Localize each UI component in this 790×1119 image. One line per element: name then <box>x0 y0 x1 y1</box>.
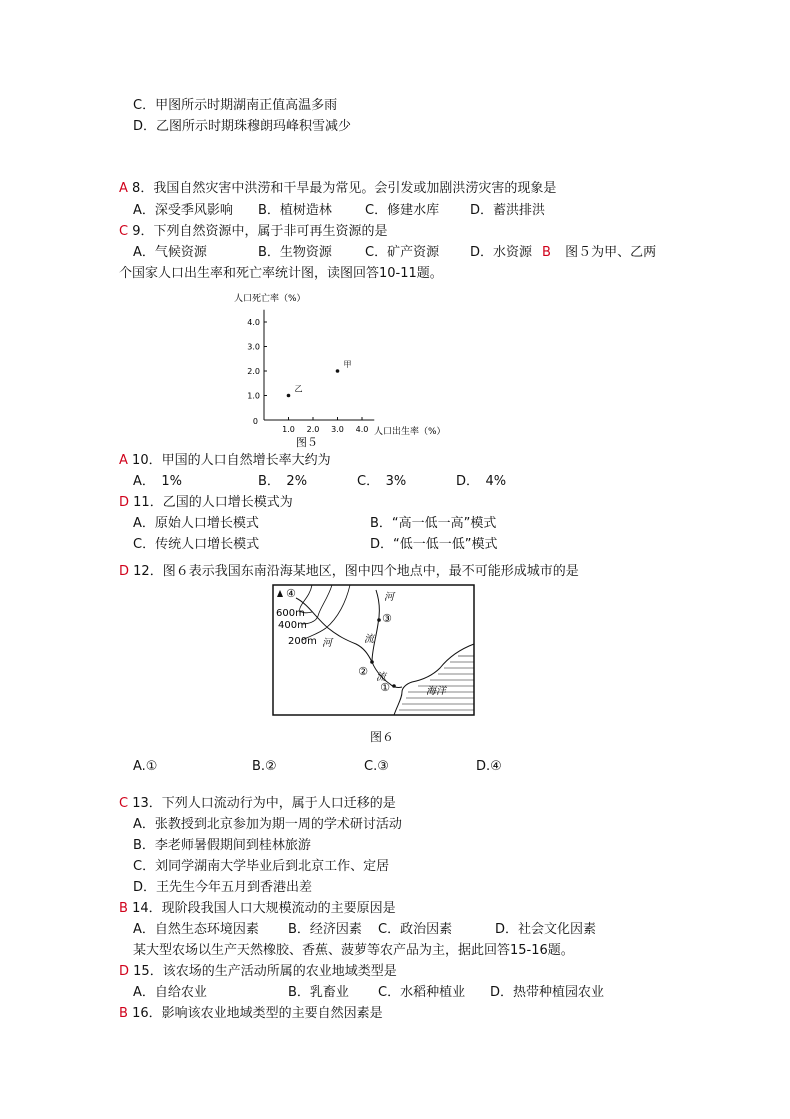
q16-stem: 16．影响该农业地域类型的主要自然因素是 <box>132 1006 383 1021</box>
q12-option-c: C.③ <box>364 759 389 774</box>
q15-stem: 15．该农场的生产活动所属的农业地域类型是 <box>133 964 397 979</box>
q12-answer: D <box>119 564 130 579</box>
q9-option-c: C．矿产资源 <box>365 245 440 260</box>
q12-stem-line <box>119 563 579 581</box>
q8-stem-line <box>119 180 556 198</box>
q13-option-b: B．李老师暑假期间到桂林旅游 <box>133 838 311 853</box>
point-4-label: ④ <box>286 587 296 600</box>
intro10-text1: 图５为甲、乙两 <box>565 245 657 260</box>
q9-stem: 9．下列自然资源中，属于非可再生资源的是 <box>132 224 388 239</box>
q12-option-d: D.④ <box>476 759 502 774</box>
q8-option-c: C．修建水库 <box>365 203 440 218</box>
river-label-4: 流 <box>376 672 386 683</box>
y-tick-label: 2.0 <box>247 367 260 376</box>
q15-answer: D <box>119 964 130 979</box>
q13-stem-line <box>119 795 396 813</box>
q9-option-b: B．生物资源 <box>258 245 332 260</box>
q8-answer: A <box>119 181 128 196</box>
figure5-caption: 图５ <box>295 436 318 449</box>
q15-option-a: A．自给农业 <box>133 985 207 1000</box>
q9-stem-line <box>119 223 388 241</box>
figure5-chart <box>230 290 470 450</box>
q11-option-a: A．原始人口增长模式 <box>133 516 259 531</box>
x-tick-label: 1.0 <box>282 425 295 434</box>
origin-label: 0 <box>252 417 258 426</box>
q10-stem: 10．甲国的人口自然增长率大约为 <box>132 453 331 468</box>
q14-option-b: B．经济因素 <box>288 922 362 937</box>
q13-option-d: D．王先生今年五月到香港出差 <box>133 880 313 895</box>
y-tick-label: 4.0 <box>247 318 260 327</box>
q13-option-c: C．刘同学湖南大学毕业后到北京工作、定居 <box>133 859 390 874</box>
q13-stem: 13．下列人口流动行为中，属于人口迁移的是 <box>132 796 396 811</box>
x-tick-label: 2.0 <box>306 425 320 434</box>
q12-stem: 12．图６表示我国东南沿海某地区，图中四个地点中，最不可能形成城市的是 <box>133 564 579 579</box>
q9-option-d: D．水资源 <box>470 245 533 260</box>
river-label-3: 河 <box>322 638 332 649</box>
q14-option-a: A．自然生态环境因素 <box>133 922 259 937</box>
q13-answer: C <box>119 796 129 811</box>
q15-option-d: D．热带种植园农业 <box>490 985 605 1000</box>
q15-option-c: C．水稻种植业 <box>378 985 466 1000</box>
point-3-dot <box>377 618 381 622</box>
q10-option-d: D． 4% <box>456 474 507 489</box>
q16-stem-line <box>119 1005 383 1023</box>
q7-option-c: C．甲图所示时期湖南正值高温多雨 <box>133 98 338 113</box>
point-2-label: ② <box>358 665 368 678</box>
q11-stem: 11．乙国的人口增长模式为 <box>133 495 293 510</box>
q11-option-d: D．“低一低一低”模式 <box>370 537 498 552</box>
q8-option-d: D．蓄洪排洪 <box>470 203 546 218</box>
q8-option-b: B．植树造林 <box>258 203 332 218</box>
intro15-text: 某大型农场以生产天然橡胶、香蕉、菠萝等农产品为主，据此回答15-16题。 <box>133 943 574 958</box>
intro10-line2: 个国家人口出生率和死亡率统计图，读图回答10-11题。 <box>119 266 443 281</box>
q15-option-b: B．乳畜业 <box>288 985 349 1000</box>
point-3-label: ③ <box>382 612 392 625</box>
river-label-2: 流 <box>364 634 374 645</box>
q14-stem-line <box>119 900 396 918</box>
q15-stem-line <box>119 963 397 981</box>
q11-answer: D <box>119 495 130 510</box>
data-point-2 <box>287 394 291 398</box>
q10-option-c: C． 3% <box>357 474 407 489</box>
q9-answer: C <box>119 224 129 239</box>
y-tick-label: 3.0 <box>247 342 260 352</box>
q10-stem-line <box>119 452 331 470</box>
x-tick-label: 3.0 <box>331 425 344 434</box>
data-point-1 <box>336 369 340 373</box>
q7-option-d: D．乙图所示时期珠穆朗玛峰积雪减少 <box>133 119 352 134</box>
point-1-label: ① <box>380 681 390 694</box>
q10-option-a: A． 1% <box>133 474 183 489</box>
q8-stem: 8．我国自然灾害中洪涝和干旱最为常见。会引发或加剧洪涝灾害的现象是 <box>132 181 557 196</box>
q11-stem-line <box>119 494 293 512</box>
q12-option-b: B.② <box>252 759 277 774</box>
data-point-label-2: 乙 <box>294 384 303 394</box>
data-point-label-1: 甲 <box>343 360 352 369</box>
q14-option-c: C．政治因素 <box>378 922 453 937</box>
point-2-dot <box>370 660 374 664</box>
figure6-map <box>272 584 475 717</box>
x-tick-label: 4.0 <box>355 425 369 434</box>
intro10-line1 <box>542 244 656 262</box>
y-axis-label: 人口死亡率（%） <box>234 294 306 304</box>
q11-option-b: B．“高一低一高”模式 <box>370 516 497 531</box>
q10-option-b: B． 2% <box>258 474 308 489</box>
q12-option-a: A.① <box>133 759 158 774</box>
q10-intro-answer: B <box>542 245 551 260</box>
q14-answer: B <box>119 901 128 916</box>
q16-answer: B <box>119 1006 128 1021</box>
point-1-dot <box>392 684 396 688</box>
sea-label: 海洋 <box>426 686 446 697</box>
contour-label-400: 400m <box>278 620 307 631</box>
contour-label-600: 600m <box>276 608 305 619</box>
contour-label-200: 200m <box>288 636 317 647</box>
q14-option-d: D．社会文化因素 <box>495 922 597 937</box>
q9-option-a: A．气候资源 <box>133 245 207 260</box>
q14-stem: 14．现阶段我国人口大规模流动的主要原因是 <box>132 901 396 916</box>
q10-answer: A <box>119 453 128 468</box>
q11-option-c: C．传统人口增长模式 <box>133 537 260 552</box>
figure6-caption: 图６ <box>370 730 395 744</box>
x-axis-label: 人口出生率（%） <box>374 427 446 437</box>
river-label-1: 河 <box>384 592 394 603</box>
q8-option-a: A．深受季风影响 <box>133 203 233 218</box>
y-tick-label: 1.0 <box>247 391 260 401</box>
q13-option-a: A．张教授到北京参加为期一周的学术研讨活动 <box>133 817 402 832</box>
